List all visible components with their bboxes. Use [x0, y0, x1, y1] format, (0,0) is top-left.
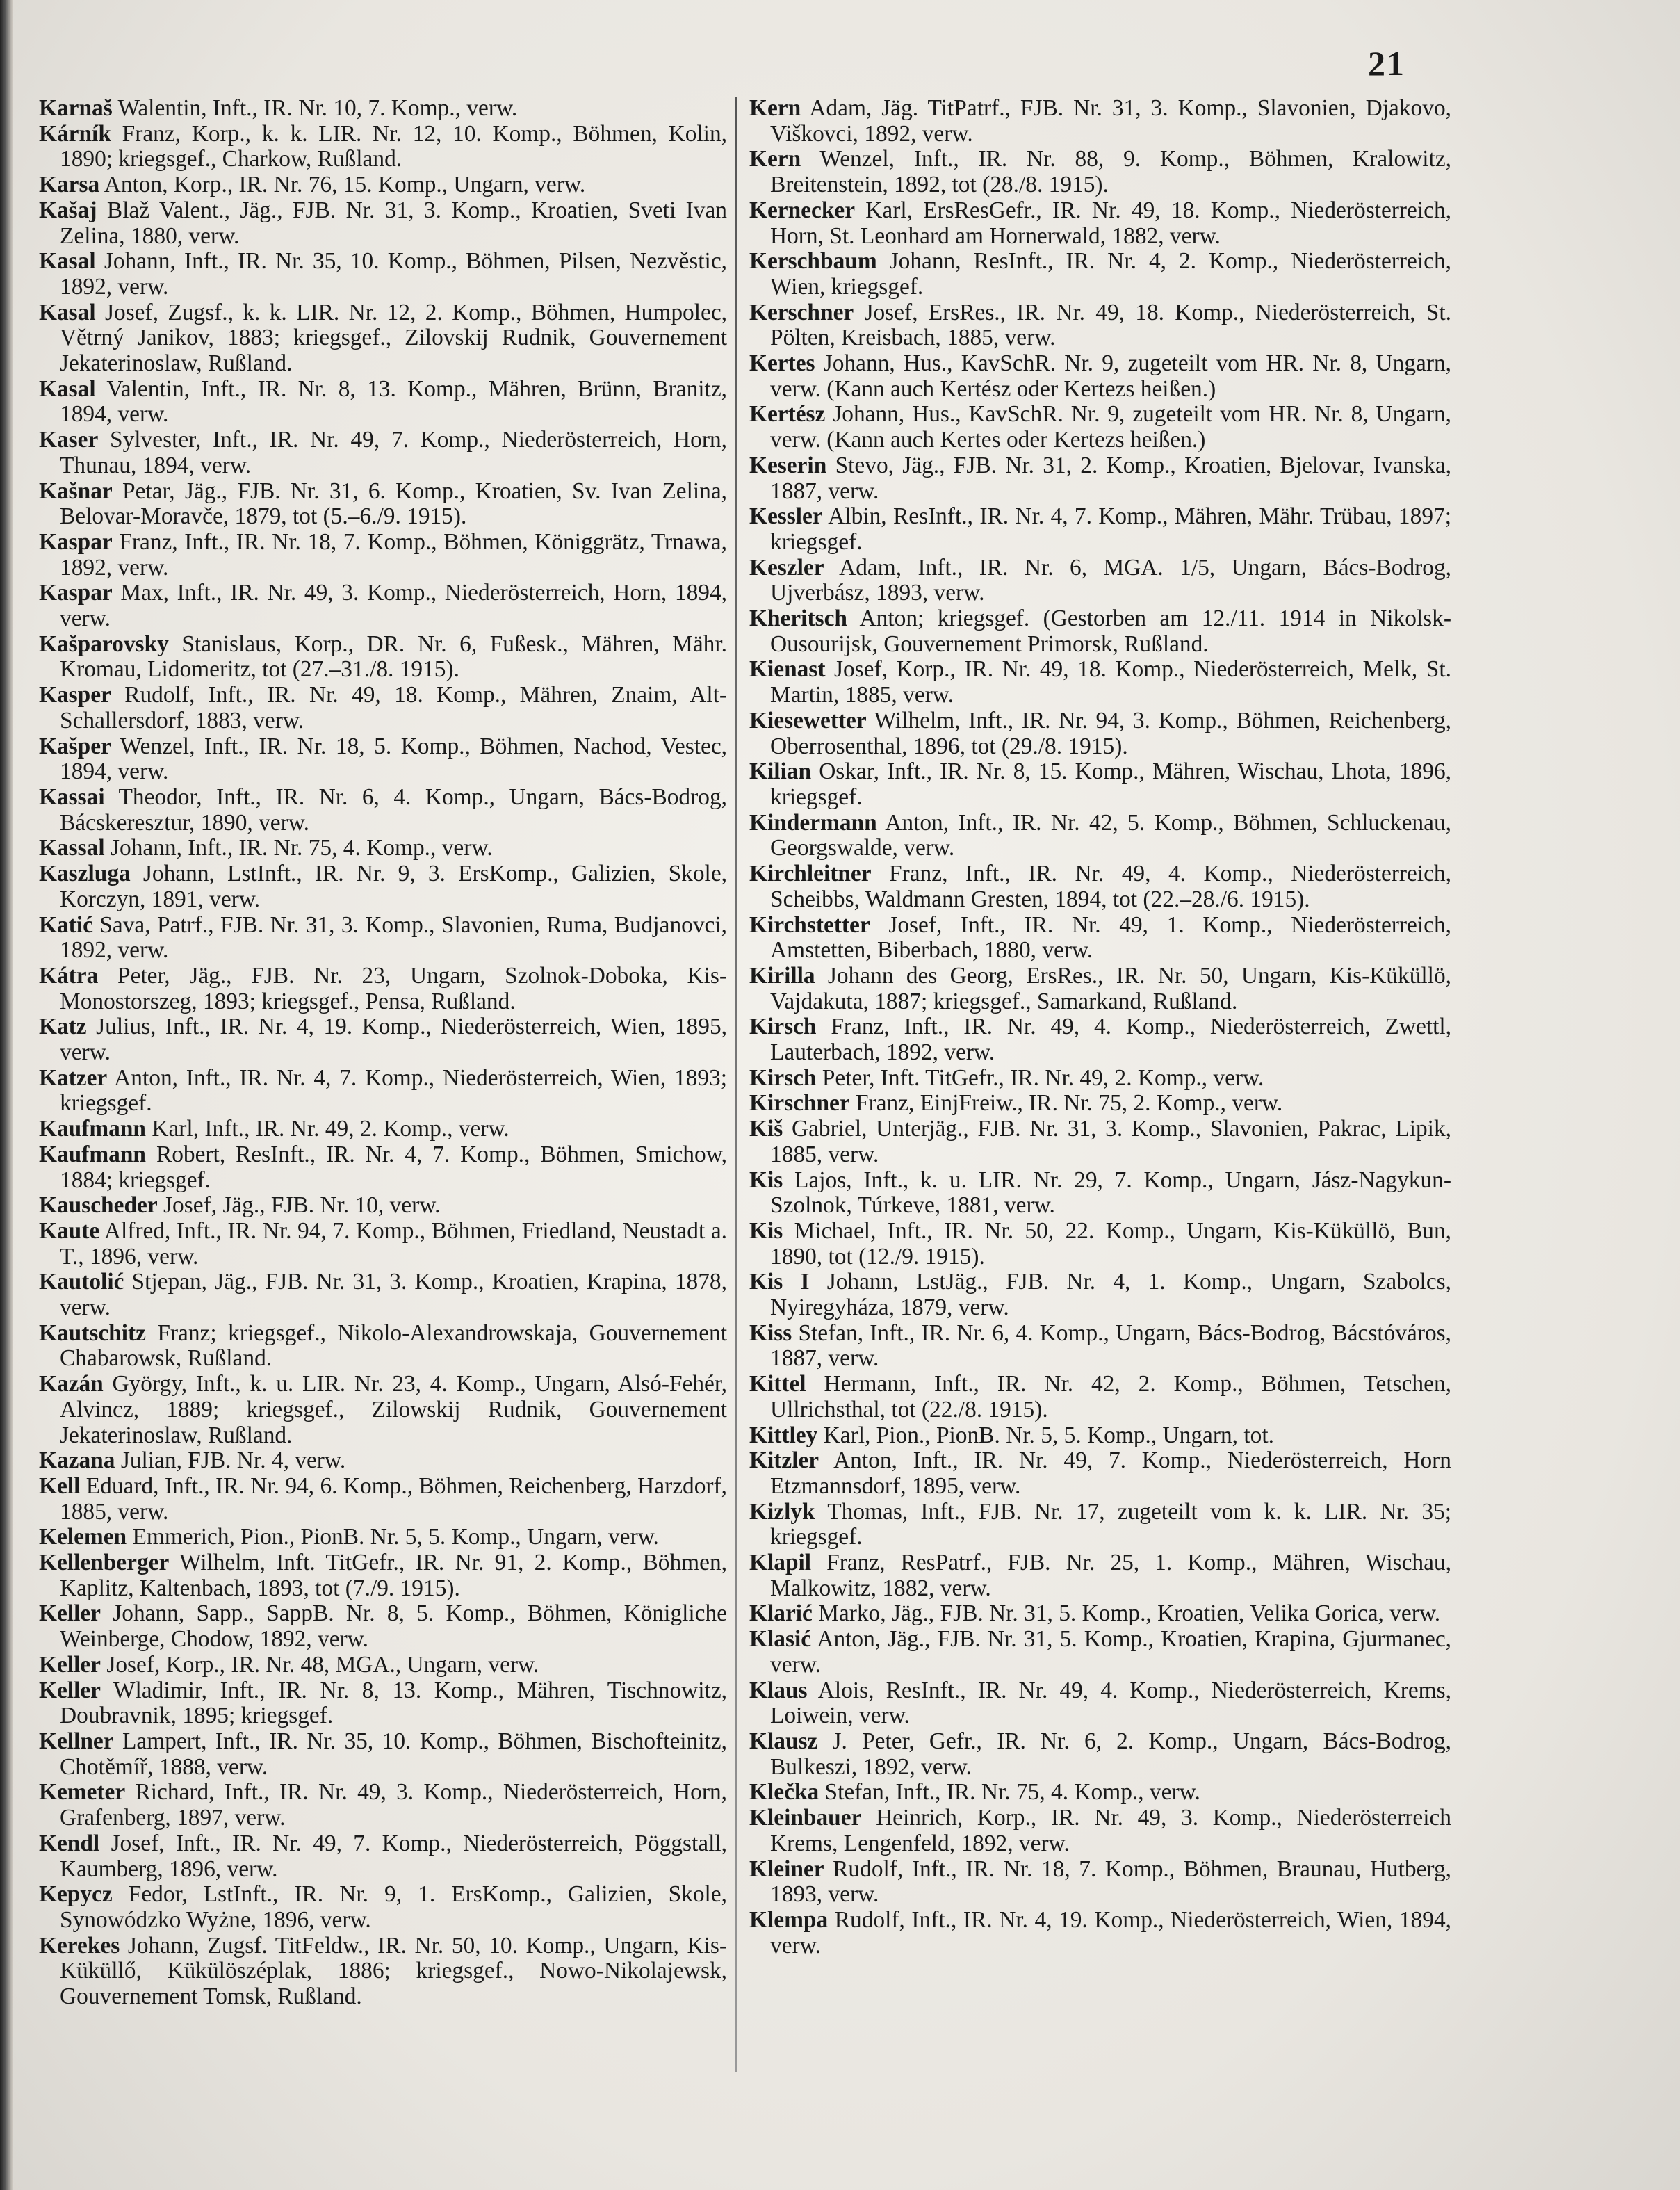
register-entry [749, 1014, 1451, 1065]
entry-surname: Kiss [749, 1320, 792, 1346]
entry-details: Josef, Zugsf., k. k. LIR. Nr. 12, 2. Komp., Böhmen, Humpolec, Větrný Janikov, 1883; kriegsgef., Zilovskij Rudnik, Gouvernement Jekaterinoslaw, Rußland. [60, 299, 727, 377]
entry-surname: Kleiner [749, 1856, 824, 1882]
register-entry [39, 300, 727, 377]
entry-surname: Kazán [39, 1371, 104, 1397]
entry-details: Blaž Valent., Jäg., FJB. Nr. 31, 3. Komp., Kroatien, Sveti Ivan Zelina, 1880, verw. [60, 197, 727, 249]
entry-details: Lajos, Inft., k. u. LIR. Nr. 29, 7. Komp., Ungarn, Jász-Nagykun-Szolnok, Túrkeve, 1881, verw. [770, 1167, 1451, 1219]
entry-details: Gabriel, Unterjäg., FJB. Nr. 31, 3. Komp., Slavonien, Pakrac, Lipik, 1885, verw. [770, 1116, 1451, 1167]
entry-details: Franz; kriegsgef., Nikolo-Alexandrowskaja, Gouvernement Chabarowsk, Rußland. [60, 1320, 727, 1372]
entry-surname: Kirsch [749, 1064, 817, 1091]
register-entry [749, 861, 1451, 912]
entry-surname: Kirsch [749, 1014, 817, 1040]
entry-surname: Kátra [39, 962, 99, 989]
register-entry [39, 913, 727, 964]
entry-details: Richard, Inft., IR. Nr. 49, 3. Komp., Niederösterreich, Horn, Grafenberg, 1897, verw. [60, 1779, 727, 1831]
entry-details: Johann, Zugsf. TitFeldw., IR. Nr. 50, 10. Komp., Ungarn, Kis-Küküllő, Kükülöszéplak, 1886; kriegsgef., Nowo-Nikolajewsk, Gouvernement Tomsk, Rußland. [60, 1932, 727, 2010]
entry-details: Johann, Inft., IR. Nr. 35, 10. Komp., Böhmen, Pilsen, Nezvěstic, 1892, verw. [60, 248, 727, 300]
entry-details: Johann, Inft., IR. Nr. 75, 4. Komp., verw. [111, 835, 493, 861]
page-number: 21 [1368, 44, 1405, 83]
entry-surname: Kašparovsky [39, 631, 169, 657]
entry-details: Emmerich, Pion., PionB. Nr. 5, 5. Komp., Ungarn, verw. [132, 1524, 659, 1550]
register-entry [749, 1219, 1451, 1270]
entry-surname: Kerschner [749, 299, 854, 325]
entry-surname: Klaus [749, 1677, 808, 1703]
register-entry [39, 198, 727, 249]
entry-details: Anton; kriegsgef. (Gestorben am 12./11. 1914 in Nikolsk-Ousourijsk, Gouvernement Primorsk, Rußland. [770, 606, 1451, 657]
register-entry [749, 1806, 1451, 1856]
entry-surname: Kaszluga [39, 861, 131, 887]
register-entry [39, 1601, 727, 1652]
entry-surname: Kertes [749, 350, 815, 377]
entry-details: Johann, ResInft., IR. Nr. 4, 2. Komp., Niederösterreich, Wien, kriegsgef. [770, 248, 1451, 300]
entry-surname: Kautolić [39, 1269, 124, 1295]
entry-details: Rudolf, Inft., IR. Nr. 4, 19. Komp., Niederösterreich, Wien, 1894, verw. [770, 1906, 1451, 1958]
entry-surname: Keller [39, 1651, 101, 1678]
register-entry [39, 1933, 727, 2010]
entry-details: Franz, Inft., IR. Nr. 49, 4. Komp., Niederösterreich, Zwettl, Lauterbach, 1892, verw. [770, 1014, 1451, 1066]
register-entry [749, 504, 1451, 555]
entry-surname: Kirilla [749, 962, 815, 989]
entry-details: Johann, Sapp., SappB. Nr. 8, 5. Komp., Böhmen, Königliche Weinberge, Chodow, 1892, verw. [60, 1600, 727, 1653]
entry-surname: Kiš [749, 1116, 783, 1142]
entry-surname: Klempa [749, 1906, 829, 1933]
register-entry [39, 1474, 727, 1525]
entry-surname: Keller [39, 1677, 101, 1703]
register-entry [749, 708, 1451, 759]
entry-details: Johann des Georg, ErsRes., IR. Nr. 50, Ungarn, Kis-Küküllö, Vajdakuta, 1887; kriegsgef., Samarkand, Rußland. [770, 962, 1451, 1014]
register-entry [749, 1270, 1451, 1320]
entry-surname: Kilian [749, 759, 812, 785]
entry-surname: Kleinbauer [749, 1805, 862, 1831]
entry-surname: Kašaj [39, 197, 97, 223]
entry-details: Michael, Inft., IR. Nr. 50, 22. Komp., Ungarn, Kis-Küküllö, Bun, 1890, tot (12./9. 1915). [770, 1217, 1451, 1270]
entry-details: Robert, ResInft., IR. Nr. 4, 7. Komp., Böhmen, Smichow, 1884; kriegsgef. [60, 1141, 727, 1193]
entry-surname: Kis [749, 1167, 783, 1193]
entry-details: Franz, Inft., IR. Nr. 49, 4. Komp., Niederösterreich, Scheibbs, Waldmann Gresten, 1894, tot (22.–28./6. 1915). [770, 861, 1451, 912]
register-entry [749, 1117, 1451, 1167]
register-entry [749, 351, 1451, 402]
entry-surname: Kasal [39, 375, 96, 402]
register-entry [749, 96, 1451, 147]
register-entry [749, 1678, 1451, 1729]
entry-surname: Kasal [39, 299, 96, 325]
entry-surname: Kaser [39, 427, 99, 453]
register-entry [39, 249, 727, 300]
entry-details: Theodor, Inft., IR. Nr. 6, 4. Komp., Ungarn, Bács-Bodrog, Bácskeresztur, 1890, verw. [60, 784, 727, 836]
entry-surname: Kellner [39, 1728, 114, 1754]
entry-surname: Kienast [749, 656, 826, 683]
register-entry [39, 1066, 727, 1117]
register-entry [39, 734, 727, 785]
column-divider [735, 97, 737, 2072]
entry-details: Johann, LstJäg., FJB. Nr. 4, 1. Komp., Ungarn, Szabolcs, Nyiregyháza, 1879, verw. [770, 1269, 1451, 1321]
register-entry [39, 1831, 727, 1882]
register-entry [39, 1117, 727, 1142]
entry-details: Sava, Patrf., FJB. Nr. 31, 3. Komp., Slavonien, Ruma, Budjanovci, 1892, verw. [60, 911, 727, 964]
entry-surname: Kerschbaum [749, 248, 877, 275]
entry-details: Josef, ErsRes., IR. Nr. 49, 18. Komp., Niederösterreich, St. Pölten, Kreisbach, 1885, verw. [770, 299, 1451, 351]
entry-surname: Kern [749, 95, 801, 121]
entry-details: Adam, Jäg. TitPatrf., FJB. Nr. 31, 3. Komp., Slavonien, Djakovo, Viškovci, 1892, verw. [770, 95, 1451, 147]
register-entry [749, 249, 1451, 300]
register-entry [39, 1780, 727, 1831]
entry-details: Peter, Jäg., FJB. Nr. 23, Ungarn, Szolnok-Doboka, Kis-Monostorszeg, 1893; kriegsgef., Pensa, Rußland. [60, 962, 727, 1014]
entry-surname: Klečka [749, 1779, 819, 1806]
entry-details: Anton, Jäg., FJB. Nr. 31, 5. Komp., Kroatien, Krapina, Gjurmanec, verw. [770, 1626, 1451, 1678]
register-entry [749, 913, 1451, 964]
register-entry [39, 861, 727, 912]
register-entry [39, 1193, 727, 1219]
register-entry [39, 1550, 727, 1601]
register-entry [749, 147, 1451, 197]
entry-details: Josef, Jäg., FJB. Nr. 10, verw. [163, 1192, 441, 1219]
entry-surname: Kautschitz [39, 1320, 146, 1346]
entry-details: Karl, Inft., IR. Nr. 49, 2. Komp., verw. [152, 1116, 509, 1142]
register-entry [749, 555, 1451, 606]
register-entry [39, 1014, 727, 1065]
register-entry [749, 1908, 1451, 1958]
register-entry [749, 1500, 1451, 1550]
entry-details: Julius, Inft., IR. Nr. 4, 19. Komp., Niederösterreich, Wien, 1895, verw. [60, 1014, 727, 1066]
entry-details: Julian, FJB. Nr. 4, verw. [120, 1447, 346, 1474]
entry-surname: Kazana [39, 1447, 115, 1474]
entry-surname: Kernecker [749, 197, 856, 223]
entry-surname: Kizlyk [749, 1498, 815, 1525]
register-entry [39, 785, 727, 836]
entry-details: Valentin, Inft., IR. Nr. 8, 13. Komp., Mähren, Brünn, Branitz, 1894, verw. [60, 375, 727, 428]
entry-surname: Kerekes [39, 1932, 120, 1958]
register-entry [39, 964, 727, 1014]
entry-surname: Kasper [39, 682, 111, 708]
register-entry [39, 479, 727, 530]
entry-surname: Kemeter [39, 1779, 126, 1806]
register-entry [749, 1372, 1451, 1422]
entry-surname: Karsa [39, 172, 100, 198]
register-entry [749, 657, 1451, 708]
entry-details: Franz, EinjFreiw., IR. Nr. 75, 2. Komp., verw. [856, 1090, 1283, 1117]
entry-details: Wenzel, Inft., IR. Nr. 88, 9. Komp., Böhmen, Kralowitz, Breitenstein, 1892, tot (28./8. 1915). [770, 146, 1451, 198]
entry-details: Stevo, Jäg., FJB. Nr. 31, 2. Komp., Kroatien, Bjelovar, Ivanska, 1887, verw. [770, 452, 1451, 504]
entry-details: György, Inft., k. u. LIR. Nr. 23, 4. Komp., Ungarn, Alsó-Fehér, Alvincz, 1889; kriegsgef., Zilowskij Rudnik, Gouvernement Jekaterinoslaw, Rußland. [60, 1371, 727, 1448]
register-entry [39, 377, 727, 428]
register-entry [39, 1525, 727, 1550]
entry-details: Johann, Hus., KavSchR. Nr. 9, zugeteilt vom HR. Nr. 8, Ungarn, verw. (Kann auch Kertes oder Kertezs heißen.) [770, 401, 1451, 453]
register-entry [39, 1653, 727, 1678]
register-entry [39, 172, 727, 198]
entry-details: Thomas, Inft., FJB. Nr. 17, zugeteilt vom k. k. LIR. Nr. 35; kriegsgef. [770, 1498, 1451, 1550]
entry-details: Josef, Inft., IR. Nr. 49, 1. Komp., Niederösterreich, Amstetten, Biberbach, 1880, verw. [770, 911, 1451, 964]
register-entry [749, 1423, 1451, 1449]
entry-details: Josef, Korp., IR. Nr. 49, 18. Komp., Niederösterreich, Melk, St. Martin, 1885, verw. [770, 656, 1451, 708]
entry-details: Hermann, Inft., IR. Nr. 42, 2. Komp., Böhmen, Tetschen, Ullrichsthal, tot (22./8. 1915). [770, 1371, 1451, 1422]
entry-details: Franz, Korp., k. k. LIR. Nr. 12, 10. Komp., Böhmen, Kolin, 1890; kriegsgef., Charkow, Rußland. [60, 120, 727, 172]
entry-details: Wenzel, Inft., IR. Nr. 18, 5. Komp., Böhmen, Nachod, Vestec, 1894, verw. [60, 733, 727, 785]
entry-surname: Kis I [749, 1269, 810, 1295]
entry-details: Wilhelm, Inft. TitGefr., IR. Nr. 91, 2. Komp., Böhmen, Kaplitz, Kaltenbach, 1893, tot (7./9. 1915). [60, 1550, 728, 1601]
entry-surname: Kaufmann [39, 1116, 147, 1142]
entry-details: Johann, Hus., KavSchR. Nr. 9, zugeteilt vom HR. Nr. 8, Ungarn, verw. (Kann auch Kertész oder Kertezs heißen.) [770, 350, 1451, 402]
entry-surname: Kasal [39, 248, 96, 275]
register-entry [39, 836, 727, 861]
register-entry [39, 683, 727, 733]
entry-surname: Kellenberger [39, 1550, 170, 1576]
register-entry [39, 1372, 727, 1448]
entry-surname: Klausz [749, 1728, 818, 1754]
register-entry [39, 581, 727, 631]
entry-surname: Kell [39, 1473, 81, 1499]
entry-details: Stanislaus, Korp., DR. Nr. 6, Fußesk., Mähren, Mähr. Kromau, Lidomeritz, tot (27.–31./8. 1915). [60, 631, 727, 683]
entry-surname: Kittley [749, 1422, 818, 1448]
entry-details: Albin, ResInft., IR. Nr. 4, 7. Komp., Mähren, Mähr. Trübau, 1897; kriegsgef. [770, 503, 1451, 555]
left-column [39, 96, 727, 2010]
entry-surname: Kauscheder [39, 1192, 158, 1219]
entry-surname: Kiesewetter [749, 707, 867, 733]
entry-surname: Klapil [749, 1550, 812, 1576]
register-entry [749, 1627, 1451, 1678]
entry-details: Josef, Korp., IR. Nr. 48, MGA., Ungarn, verw. [106, 1651, 539, 1678]
entry-surname: Keszler [749, 554, 824, 581]
entry-details: Johann, LstInft., IR. Nr. 9, 3. ErsKomp., Galizien, Skole, Korczyn, 1891, verw. [60, 861, 727, 912]
entry-surname: Kaspar [39, 528, 113, 555]
register-entry [39, 1729, 727, 1780]
register-entry [749, 1448, 1451, 1499]
register-entry [39, 1448, 727, 1474]
entry-details: Anton, Korp., IR. Nr. 76, 15. Komp., Ungarn, verw. [104, 172, 586, 198]
register-entry [749, 811, 1451, 861]
register-entry [749, 964, 1451, 1014]
entry-surname: Katz [39, 1014, 87, 1040]
entry-surname: Kirschner [749, 1090, 850, 1117]
register-entry [749, 453, 1451, 504]
register-entry [749, 1066, 1451, 1092]
entry-details: Rudolf, Inft., IR. Nr. 18, 7. Komp., Böhmen, Braunau, Hutberg, 1893, verw. [770, 1856, 1451, 1908]
register-entry [749, 1729, 1451, 1780]
entry-details: Wladimir, Inft., IR. Nr. 8, 13. Komp., Mähren, Tischnowitz, Doubravnik, 1895; kriegsgef. [60, 1677, 727, 1729]
page-left-edge [0, 0, 13, 2190]
register-entry [39, 1678, 727, 1729]
entry-details: Anton, Inft., IR. Nr. 49, 7. Komp., Niederösterreich, Horn Etzmannsdorf, 1895, verw. [770, 1447, 1451, 1499]
entry-details: Eduard, Inft., IR. Nr. 94, 6. Komp., Böhmen, Reichenberg, Harzdorf, 1885, verw. [60, 1473, 727, 1525]
register-entry [749, 300, 1451, 351]
register-entry [749, 1780, 1451, 1806]
register-entry [39, 530, 727, 581]
register-entry [39, 1142, 727, 1193]
entry-details: Anton, Inft., IR. Nr. 42, 5. Komp., Böhmen, Schluckenau, Georgswalde, verw. [770, 809, 1451, 861]
register-entry [749, 1550, 1451, 1601]
register-entry [749, 1091, 1451, 1117]
entry-surname: Kassai [39, 784, 105, 810]
entry-surname: Kašper [39, 733, 111, 759]
entry-surname: Kessler [749, 503, 823, 530]
entry-surname: Klarić [749, 1600, 813, 1627]
entry-details: Lampert, Inft., IR. Nr. 35, 10. Komp., Böhmen, Bischofteinitz, Chotěmíř, 1888, verw. [60, 1728, 727, 1780]
register-entry [39, 1219, 727, 1270]
entry-details: Max, Inft., IR. Nr. 49, 3. Komp., Niederösterreich, Horn, 1894, verw. [60, 580, 727, 632]
entry-details: Heinrich, Korp., IR. Nr. 49, 3. Komp., Niederösterreich Krems, Lengenfeld, 1892, verw. [770, 1805, 1451, 1856]
entry-details: Stefan, Inft., IR. Nr. 6, 4. Komp., Ungarn, Bács-Bodrog, Bácstóváros, 1887, verw. [770, 1320, 1451, 1372]
entry-details: Sylvester, Inft., IR. Nr. 49, 7. Komp., Niederösterreich, Horn, Thunau, 1894, verw. [60, 427, 727, 478]
entry-surname: Kassal [39, 835, 105, 861]
entry-details: Karl, Pion., PionB. Nr. 5, 5. Komp., Ungarn, tot. [823, 1422, 1274, 1448]
entry-details: Oskar, Inft., IR. Nr. 8, 15. Komp., Mähren, Wischau, Lhota, 1896, kriegsgef. [770, 759, 1451, 810]
entry-details: Alfred, Inft., IR. Nr. 94, 7. Komp., Böhmen, Friedland, Neustadt a. T., 1896, verw. [60, 1217, 727, 1270]
register-entry [39, 122, 727, 172]
entry-details: Fedor, LstInft., IR. Nr. 9, 1. ErsKomp., Galizien, Skole, Synowódzko Wyżne, 1896, verw. [60, 1881, 727, 1933]
entry-details: Stjepan, Jäg., FJB. Nr. 31, 3. Komp., Kroatien, Krapina, 1878, verw. [60, 1269, 727, 1321]
entry-details: Petar, Jäg., FJB. Nr. 31, 6. Komp., Kroatien, Sv. Ivan Zelina, Belovar-Moravče, 1879, tot (5.–6./9. 1915). [60, 478, 727, 530]
entry-surname: Kertész [749, 401, 826, 428]
right-column [749, 96, 1451, 1958]
entry-details: Josef, Inft., IR. Nr. 49, 7. Komp., Niederösterreich, Pöggstall, Kaumberg, 1896, verw. [60, 1830, 727, 1882]
entry-surname: Klasić [749, 1626, 812, 1653]
entry-details: Alois, ResInft., IR. Nr. 49, 4. Komp., Niederösterreich, Krems, Loiwein, verw. [770, 1677, 1452, 1729]
entry-surname: Kaspar [39, 580, 113, 606]
entry-surname: Kirchstetter [749, 911, 870, 938]
entry-details: Karl, ErsResGefr., IR. Nr. 49, 18. Komp., Niederösterreich, Horn, St. Leonhard am Hornerwald, 1882, verw. [770, 197, 1451, 249]
register-entry [39, 1321, 727, 1372]
register-entry [39, 96, 727, 122]
entry-details: Adam, Inft., IR. Nr. 6, MGA. 1/5, Ungarn, Bács-Bodrog, Ujverbász, 1893, verw. [770, 554, 1451, 606]
entry-details: Franz, ResPatrf., FJB. Nr. 25, 1. Komp., Mähren, Wischau, Malkowitz, 1882, verw. [770, 1550, 1451, 1601]
entry-surname: Kern [749, 146, 801, 172]
entry-surname: Kitzler [749, 1447, 819, 1474]
entry-surname: Karnaš [39, 95, 113, 121]
entry-surname: Kittel [749, 1371, 806, 1397]
entry-details: Stefan, Inft., IR. Nr. 75, 4. Komp., verw. [824, 1779, 1200, 1806]
register-entry [749, 759, 1451, 810]
entry-details: Walentin, Inft., IR. Nr. 10, 7. Komp., verw. [117, 95, 518, 121]
entry-details: Anton, Inft., IR. Nr. 4, 7. Komp., Niederösterreich, Wien, 1893; kriegsgef. [60, 1064, 727, 1117]
register-entry [749, 198, 1451, 249]
register-entry [749, 1168, 1451, 1219]
entry-surname: Kepycz [39, 1881, 113, 1908]
register-entry [749, 402, 1451, 453]
entry-surname: Katić [39, 911, 93, 938]
entry-surname: Kirchleitner [749, 861, 872, 887]
entry-surname: Kheritsch [749, 606, 847, 632]
entry-details: J. Peter, Gefr., IR. Nr. 6, 2. Komp., Ungarn, Bács-Bodrog, Bulkeszi, 1892, verw. [770, 1728, 1451, 1780]
register-entry [749, 1601, 1451, 1627]
entry-surname: Katzer [39, 1064, 108, 1091]
register-entry [749, 1321, 1451, 1372]
entry-surname: Kindermann [749, 809, 877, 836]
entry-surname: Keller [39, 1600, 101, 1627]
entry-details: Wilhelm, Inft., IR. Nr. 94, 3. Komp., Böhmen, Reichenberg, Oberrosenthal, 1896, tot (29./8. 1915). [770, 707, 1452, 759]
entry-surname: Kaute [39, 1217, 100, 1244]
entry-surname: Kašnar [39, 478, 113, 504]
entry-details: Franz, Inft., IR. Nr. 18, 7. Komp., Böhmen, Königgrätz, Trnawa, 1892, verw. [60, 528, 727, 581]
register-entry [39, 632, 727, 683]
register-entry [39, 1882, 727, 1933]
register-entry [39, 428, 727, 478]
register-entry [749, 606, 1451, 657]
entry-details: Peter, Inft. TitGefr., IR. Nr. 49, 2. Komp., verw. [822, 1064, 1264, 1091]
entry-surname: Kendl [39, 1830, 100, 1856]
entry-surname: Kelemen [39, 1524, 127, 1550]
register-entry [749, 1857, 1451, 1908]
entry-surname: Kárník [39, 120, 111, 147]
entry-details: Marko, Jäg., FJB. Nr. 31, 5. Komp., Kroatien, Velika Gorica, verw. [818, 1600, 1441, 1627]
entry-details: Rudolf, Inft., IR. Nr. 49, 18. Komp., Mähren, Znaim, Alt-Schallersdorf, 1883, verw. [60, 682, 727, 733]
entry-surname: Kaufmann [39, 1141, 147, 1167]
entry-surname: Kis [749, 1217, 783, 1244]
register-entry [39, 1270, 727, 1320]
entry-surname: Keserin [749, 452, 827, 478]
